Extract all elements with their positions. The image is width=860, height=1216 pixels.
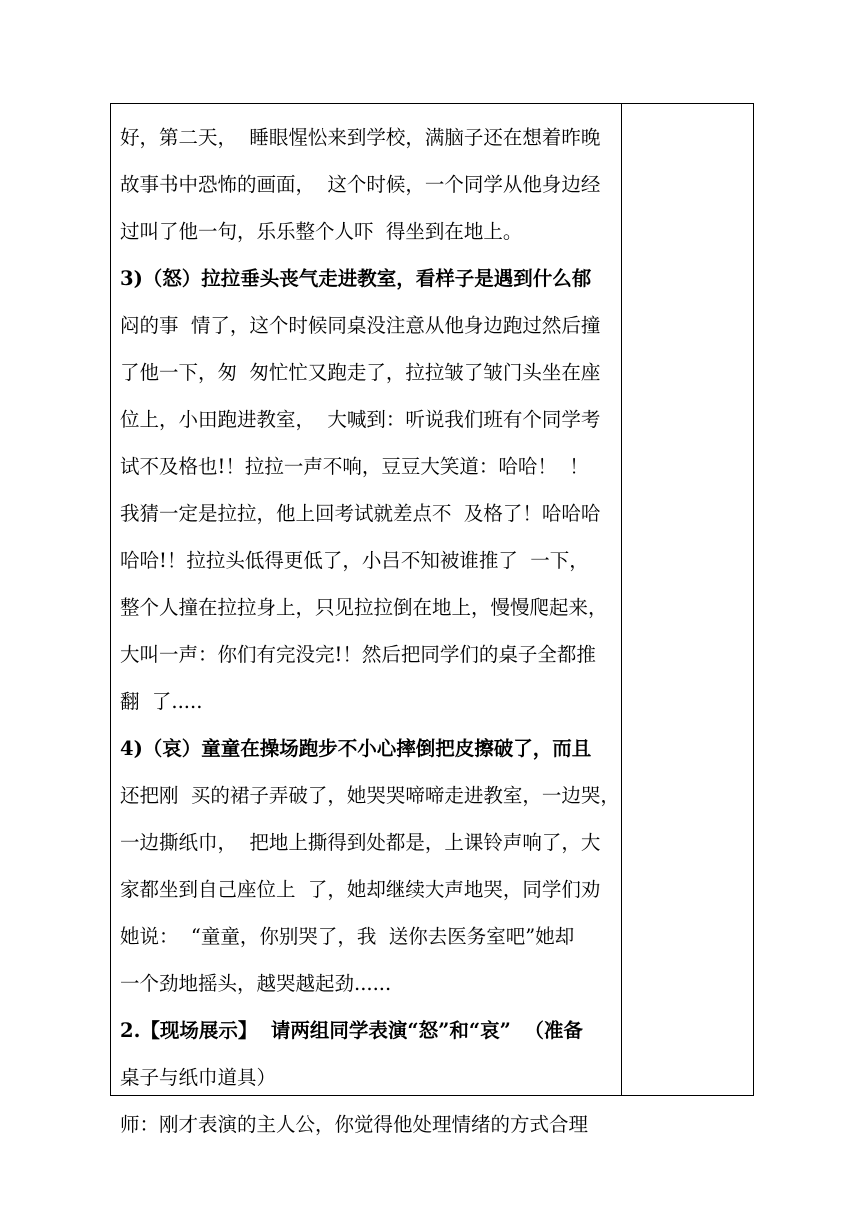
text-line: 2.【现场展示】 请两组同学表演“怒”和“哀” （准备: [120, 1019, 583, 1042]
text-line: 一边撕纸巾， 把地上撕得到处都是，上课铃声响了，大: [120, 831, 601, 854]
text-line: 我猜一定是拉拉，他上回考试就差点不 及格了！哈哈哈: [120, 502, 601, 525]
text-line: 哈哈!！拉拉头低得更低了，小吕不知被谁推了 一下，: [120, 549, 589, 572]
text-line: 故事书中恐怖的画面， 这个时候，一个同学从他身边经: [120, 173, 601, 196]
text-line: 试不及格也!！拉拉一声不响，豆豆大笑道：哈哈！ ！: [120, 455, 589, 478]
text-line: 桌子与纸巾道具）: [120, 1066, 277, 1089]
text-line: 3)（怒）拉拉垂头丧气走进教室，看样子是遇到什么郁: [120, 267, 592, 290]
text-line: 位上，小田跑进教室， 大喊到：听说我们班有个同学考: [120, 408, 601, 431]
text-line: 她说： “童童，你别哭了，我 送你去医务室吧”她却: [120, 925, 575, 948]
notes-column: [622, 104, 753, 1095]
text-line: 了他一下，匆 匆忙忙又跑走了，拉拉皱了皱门头坐在座: [120, 361, 601, 384]
content-column: [111, 104, 622, 1136]
text-line: 好，第二天， 睡眼惺忪来到学校，满脑子还在想着昨晚: [120, 126, 601, 149]
text-line: 还把刚 买的裙子弄破了，她哭哭啼啼走进教室，一边哭，: [120, 784, 620, 807]
text-line: 一个劲地摇头，越哭越起劲......: [120, 972, 392, 995]
text-line: 整个人撞在拉拉身上，只见拉拉倒在地上，慢慢爬起来，: [120, 596, 608, 619]
lesson-plan-table: [110, 103, 754, 1136]
text-line: 过叫了他一句，乐乐整个人吓 得坐到在地上。: [120, 220, 523, 243]
text-line: 师：刚才表演的主人公，你觉得他处理情绪的方式合理: [120, 1113, 589, 1136]
text-line: 4)（哀）童童在操场跑步不小心摔倒把皮擦破了，而且: [120, 737, 592, 760]
text-line: 大叫一声：你们有完没完!！然后把同学们的桌子全都推: [120, 643, 596, 666]
text-line: 家都坐到自己座位上 了，她却继续大声地哭，同学们劝: [120, 878, 601, 901]
text-line: 闷的事 情了，这个时候同桌没注意从他身边跑过然后撞: [120, 314, 601, 337]
content-lines: [120, 114, 620, 1148]
text-line: 翻 了.....: [120, 690, 203, 713]
